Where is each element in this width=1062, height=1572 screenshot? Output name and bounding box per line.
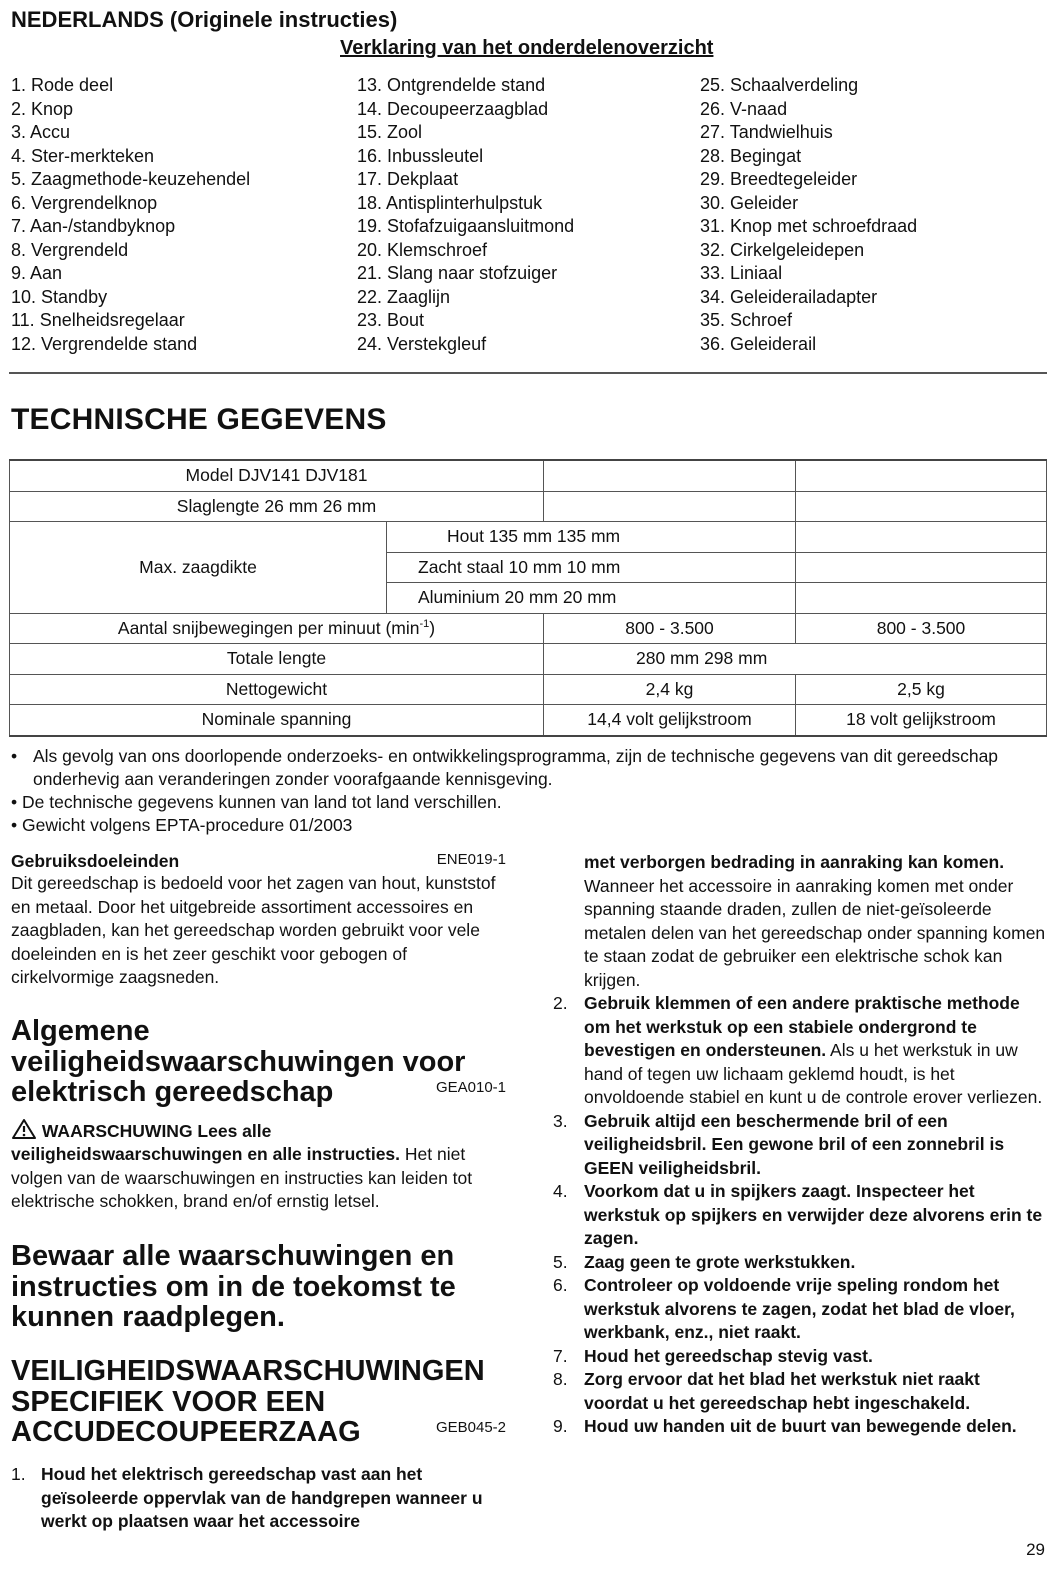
part-item: 4. Ster-merkteken	[11, 145, 155, 166]
part-item: 10. Standby	[11, 286, 108, 307]
spec-weight-label: Nettogewicht	[10, 674, 544, 705]
table-row	[10, 674, 1047, 705]
spec-spm-sup: -1	[419, 617, 430, 630]
rule-bold: Houd het gereedschap stevig vast.	[584, 1345, 873, 1366]
specific-safety-section	[11, 1356, 506, 1448]
spec-empty-cell	[544, 460, 796, 491]
specific-safety-code: GEB045-2	[435, 1419, 506, 1436]
spec-spm-close: )	[429, 617, 436, 638]
list-number: 4.	[553, 1181, 568, 1201]
list-number: 3.	[553, 1110, 568, 1131]
rules-list	[553, 992, 1048, 1439]
rule-bold: Zaag geen te grote werkstukken.	[584, 1251, 856, 1272]
spec-stroke: Slaglengte 26 mm 26 mm	[10, 491, 544, 522]
spec-notes	[11, 745, 1051, 837]
rule-bold: Gebruik klemmen of een andere praktische methode om het werkstuk op een stabiele ondergrond te bevestigen en ondersteunen.	[584, 993, 1020, 1060]
part-item: 7. Aan-/standbyknop	[11, 216, 176, 236]
rule-1-bold-part1: Houd het elektrisch gereedschap vast aan het geïsoleerde oppervlak van de handgrepen wanneer u werkt op plaatsen waar het accessoire	[41, 1464, 483, 1531]
part-item: 16. Inbussleutel	[357, 145, 484, 166]
table-row	[10, 613, 1047, 644]
part-item: 19. Stofafzuigaansluitmond	[357, 216, 575, 236]
spec-empty-cell	[796, 522, 1047, 553]
part-item: 23. Bout	[357, 310, 425, 330]
rule-1-text: Wanneer het accessoire in aanraking komen met onder spanning staande draden, zullen de niet-geïsoleerde metalen delen van het gereedschap onder spanning komen te staan zodat de gebruiker een elektrische schok kan krijgen.	[584, 875, 1046, 990]
keep-instructions-heading: Bewaar alle waarschuwingen en instructies om in de toekomst te kunnen raadplegen.	[11, 1240, 456, 1333]
part-item: 24. Verstekgleuf	[357, 333, 487, 354]
section-divider	[9, 372, 1047, 374]
rule-bold: Houd uw handen uit de buurt van bewegende delen.	[584, 1416, 1017, 1436]
intended-use-heading-row	[11, 851, 506, 872]
rule-bold: Controleer op voldoende vrije speling rondom het werkstuk alvorens te zagen, zodat het blad de vloer, werkbank, enz., niet raakt.	[584, 1275, 1015, 1342]
part-item: 20. Klemschroef	[357, 239, 488, 260]
part-item: 27. Tandwielhuis	[700, 122, 833, 142]
table-row	[10, 460, 1047, 491]
rule-bold: Zorg ervoor dat het blad het werkstuk niet raakt voordat u het gereedschap hebt ingeschakeld.	[584, 1369, 980, 1413]
rule-text: Als u het werkstuk in uw hand of tegen uw lichaam geklemd houdt, is het onvoldoende stabiel en kunt u de controle erover verliezen.	[584, 1040, 1043, 1107]
part-item: 13. Ontgrendelde stand	[357, 75, 546, 95]
rule-1-start	[11, 1463, 506, 1533]
part-item: 33. Liniaal	[700, 263, 783, 283]
general-safety-heading	[11, 1016, 506, 1108]
rule-1-bold-part2: met verborgen bedrading in aanraking kan komen.	[584, 852, 1005, 872]
list-item	[553, 1345, 1048, 1369]
part-item: 29. Breedtegeleider	[700, 169, 858, 189]
part-item: 32. Cirkelgeleidepen	[700, 239, 865, 260]
table-row	[10, 491, 1047, 522]
page-number: 29	[1026, 1540, 1045, 1559]
spec-spm-text: Aantal snijbewegingen per minuut (min	[117, 617, 420, 638]
spec-voltage-v2: 18 volt gelijkstroom	[796, 705, 1047, 736]
part-item: 17. Dekplaat	[357, 169, 459, 189]
note-2: • De technische gegevens kunnen van land tot land verschillen.	[11, 792, 502, 812]
spec-spm-label	[10, 613, 544, 644]
spec-aluminium-text: Aluminium 20 mm 20 mm	[418, 587, 617, 608]
list-item	[553, 1180, 1048, 1251]
part-item: 8. Vergrendeld	[11, 239, 129, 260]
part-item: 28. Begingat	[700, 145, 802, 166]
part-item: 31. Knop met schroefdraad	[700, 216, 918, 236]
list-number: 7.	[553, 1345, 568, 1366]
warning-triangle-icon	[11, 1118, 37, 1140]
list-number: 5.	[553, 1251, 568, 1272]
list-number: 8.	[553, 1369, 568, 1389]
spec-length-value	[544, 644, 1047, 675]
list-item	[553, 1110, 1048, 1181]
spec-weight-v2: 2,5 kg	[796, 674, 1047, 705]
table-row	[10, 705, 1047, 736]
part-item: 22. Zaaglijn	[357, 286, 451, 307]
spec-voltage-label: Nominale spanning	[10, 705, 544, 736]
part-item: 5. Zaagmethode-keuzehendel	[11, 169, 251, 189]
list-item	[553, 1251, 1048, 1275]
part-item: 26. V-naad	[700, 98, 788, 119]
part-item: 30. Geleider	[700, 192, 799, 213]
specific-safety-heading	[11, 1356, 506, 1448]
intended-use-section	[11, 851, 506, 990]
spec-spm-v1: 800 - 3.500	[544, 613, 796, 644]
warning-bold: WAARSCHUWING Lees alle veiligheidswaarschuwingen en alle instructies.	[11, 1120, 401, 1164]
part-item: 9. Aan	[11, 263, 63, 283]
parts-legend-title: Verklaring van het onderdelenoverzicht	[340, 37, 714, 59]
part-item: 15. Zool	[357, 122, 423, 142]
note-1	[11, 745, 1051, 791]
intended-use-code: ENE019-1	[436, 851, 506, 868]
part-item: 1. Rode deel	[11, 75, 114, 95]
note-1-text: Als gevolg van ons doorlopende onderzoeks- en ontwikkelingsprogramma, zijn de technische gegevens van dit gereedschap onderhevig aan veranderingen zonder voorafgaande kennisgeving.	[33, 746, 999, 789]
intended-use-body: Dit gereedschap is bedoeld voor het zagen van hout, kunststof en metaal. Door het uitgebreide assortiment accessoires en zaagbladen, kan het gereedschap worden gebruikt voor vele doeleinden en is het zeer geschikt voor gebogen of cirkelvormige zaagsneden.	[11, 873, 496, 987]
spec-model: Model DJV141 DJV181	[10, 460, 544, 491]
part-item: 21. Slang naar stofzuiger	[357, 263, 558, 283]
rule-1-continued	[553, 851, 1048, 992]
spec-weight-v1: 2,4 kg	[544, 674, 796, 705]
spec-length-text: 280 mm 298 mm	[636, 648, 768, 669]
tech-specs-title: TECHNISCHE GEGEVENS	[11, 403, 387, 436]
rule-bold: Gebruik altijd een beschermende bril of een veiligheidsbril. Een gewone bril of een zonnebril is GEEN veiligheidsbril.	[584, 1110, 1005, 1178]
part-item: 11. Snelheidsregelaar	[11, 310, 185, 330]
part-item: 34. Geleiderailadapter	[700, 286, 878, 307]
list-number: 6.	[553, 1275, 568, 1295]
note-3: • Gewicht volgens EPTA-procedure 01/2003	[11, 815, 353, 835]
warning-paragraph	[11, 1118, 506, 1214]
spec-length-label: Totale lengte	[10, 644, 544, 675]
list-item	[553, 992, 1048, 1110]
general-safety-code: GEA010-1	[435, 1079, 506, 1096]
general-safety-heading-text: Algemene veiligheidswaarschuwingen voor elektrisch gereedschap	[11, 1015, 466, 1108]
spec-steel-text: Zacht staal 10 mm 10 mm	[418, 556, 621, 577]
spec-empty-cell	[796, 583, 1047, 614]
spec-wood-text: Hout 135 mm 135 mm	[447, 526, 621, 547]
rule-bold: Voorkom dat u in spijkers zaagt. Inspecteer het werkstuk op spijkers en verwijder deze alvorens erin te zagen.	[584, 1181, 1043, 1248]
part-item: 12. Vergrendelde stand	[11, 333, 198, 354]
list-item	[11, 1463, 506, 1533]
spec-voltage-v1: 14,4 volt gelijkstroom	[544, 705, 796, 736]
part-item: 2. Knop	[11, 98, 74, 119]
warning-text: Het niet volgen van de waarschuwingen en instructies kan leiden tot elektrische schokken, brand en/of ernstig letsel.	[11, 1144, 473, 1211]
note-bullet: •	[11, 746, 18, 766]
spec-table	[9, 459, 1047, 737]
list-number: 9.	[553, 1416, 568, 1436]
parts-column-2	[357, 74, 697, 356]
parts-column-1	[11, 74, 351, 356]
list-item	[553, 1274, 1048, 1345]
table-row	[10, 644, 1047, 675]
list-item	[553, 1368, 1048, 1415]
list-item	[553, 1415, 1048, 1439]
specific-safety-heading-text: VEILIGHEIDSWAARSCHUWINGEN SPECIFIEK VOOR EEN ACCUDECOUPEERZAAG	[11, 1355, 485, 1448]
table-row	[10, 522, 1047, 553]
intended-use-heading: Gebruiksdoeleinden	[11, 851, 180, 871]
spec-empty-cell	[796, 491, 1047, 522]
part-item: 25. Schaalverdeling	[700, 75, 859, 95]
spec-steel	[387, 552, 796, 583]
part-item: 35. Schroef	[700, 310, 793, 330]
list-number: 1.	[11, 1464, 26, 1484]
rule-1-continuation	[553, 851, 1048, 992]
spec-max-cut-label: Max. zaagdikte	[10, 522, 387, 614]
spec-empty-cell	[796, 552, 1047, 583]
spec-empty-cell	[544, 491, 796, 522]
spec-empty-cell	[796, 460, 1047, 491]
parts-column-3	[700, 74, 1040, 356]
list-number: 2.	[553, 993, 568, 1013]
spec-spm-v2: 800 - 3.500	[796, 613, 1047, 644]
part-item: 3. Accu	[11, 122, 71, 142]
part-item: 36. Geleiderail	[700, 333, 817, 354]
part-item: 18. Antisplinterhulpstuk	[357, 192, 543, 213]
part-item: 14. Decoupeerzaagblad	[357, 98, 549, 119]
spec-wood	[387, 522, 796, 553]
general-safety-section	[11, 1016, 506, 1214]
language-title: NEDERLANDS (Originele instructies)	[11, 7, 398, 32]
spec-aluminium	[387, 583, 796, 614]
part-item: 6. Vergrendelknop	[11, 192, 158, 213]
